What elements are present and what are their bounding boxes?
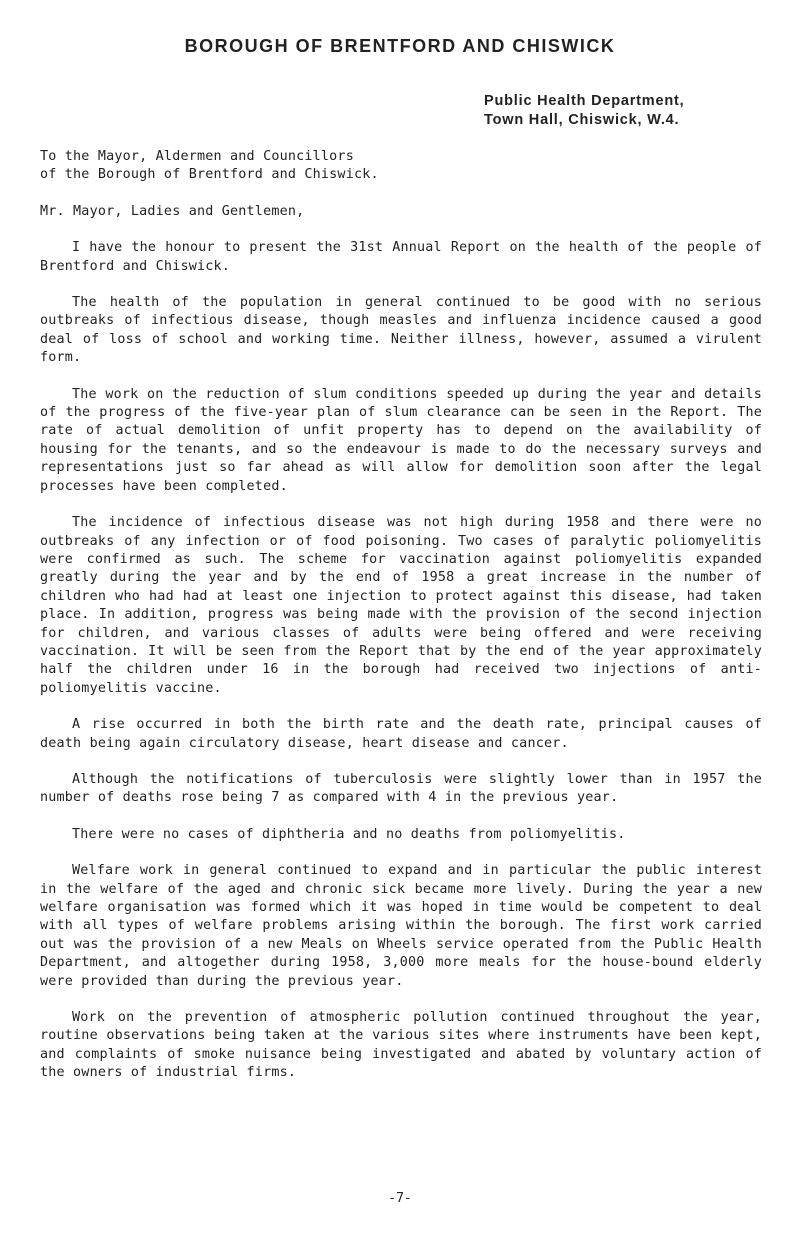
paragraph-slum-clearance: The work on the reduction of slum conditions speeded up during the year and details of the progress of the five-year plan of slum clearance can be seen in the Report. The rate of actual demolition of unfit property has to depend on the availability of housing for the tenants, and so the endeavour is made to do the necessary surveys and representations just so far ahead as will allow for demolition soon after the legal processes have been completed. [40,386,762,494]
addressee-line-1: To the Mayor, Aldermen and Councillors [40,149,354,164]
paragraph-birth-death-rate: A rise occurred in both the birth rate and the death rate, principal causes of death being again circulatory disease, heart disease and cancer. [40,717,762,751]
addressee [40,148,762,185]
addressee-line-2: of the Borough of Brentford and Chiswick. [40,167,379,183]
paragraph-diphtheria: There were no cases of diphtheria and no deaths from poliomyelitis. [72,826,626,842]
letter-body [40,148,762,1101]
address-line-department: Public Health Department, [484,93,685,109]
sender-address [484,92,684,130]
paragraph-general-health: The health of the population in general continued to be good with no serious outbreaks of infectious disease, though measles and influenza incidence caused a good deal of loss of school and working time. Neither illness, however, assumed a virulent form. [40,295,762,366]
address-line-town-hall: Town Hall, Chiswick, W.4. [484,112,680,128]
salutation: Mr. Mayor, Ladies and Gentlemen, [40,203,305,219]
document-title: BOROUGH OF BRENTFORD AND CHISWICK [184,36,616,56]
paragraph-welfare: Welfare work in general continued to expand and in particular the public interest in the welfare of the aged and chronic sick became more lively. During the year a new welfare organisation was formed which it was hoped in time would be competent to deal with all types of welfare problems arising within the borough. The first work carried out was the provision of a new Meals on Wheels service operated from the Public Health Department, and altogether during 1958, 3,000 more meals for the house-bound elderly were provided than during the previous year. [40,863,762,989]
paragraph-introduction: I have the honour to present the 31st Annual Report on the health of the people of Brentford and Chiswick. [40,240,762,274]
paragraph-infectious-disease: The incidence of infectious disease was not high during 1958 and there were no outbreaks of any infection or of food poisoning. Two cases of paralytic poliomyelitis were confirmed as such. The scheme for vaccination against poliomyelitis expanded greatly during the year and by the end of 1958 a great increase in the number of children who had had at least one injection to protect against this disease, had taken place. In addition, progress was being made with the provision of the second injection for children, and various classes of adults were being offered and were receiving vaccination. It will be seen from the Report that by the end of the year approximately half the children under 16 in the borough had received two injections of anti-poliomyelitis vaccine. [40,515,762,696]
page-number: -7- [388,1191,412,1206]
paragraph-atmospheric-pollution: Work on the prevention of atmospheric pollution continued throughout the year, routine observations being taken at the various sites where instruments have been kept, and complaints of smoke nuisance being investigated and abated by voluntary action of the owners of industrial firms. [40,1010,762,1081]
paragraph-tuberculosis: Although the notifications of tuberculosis were slightly lower than in 1957 the number of deaths rose being 7 as compared with 4 in the previous year. [40,771,762,806]
